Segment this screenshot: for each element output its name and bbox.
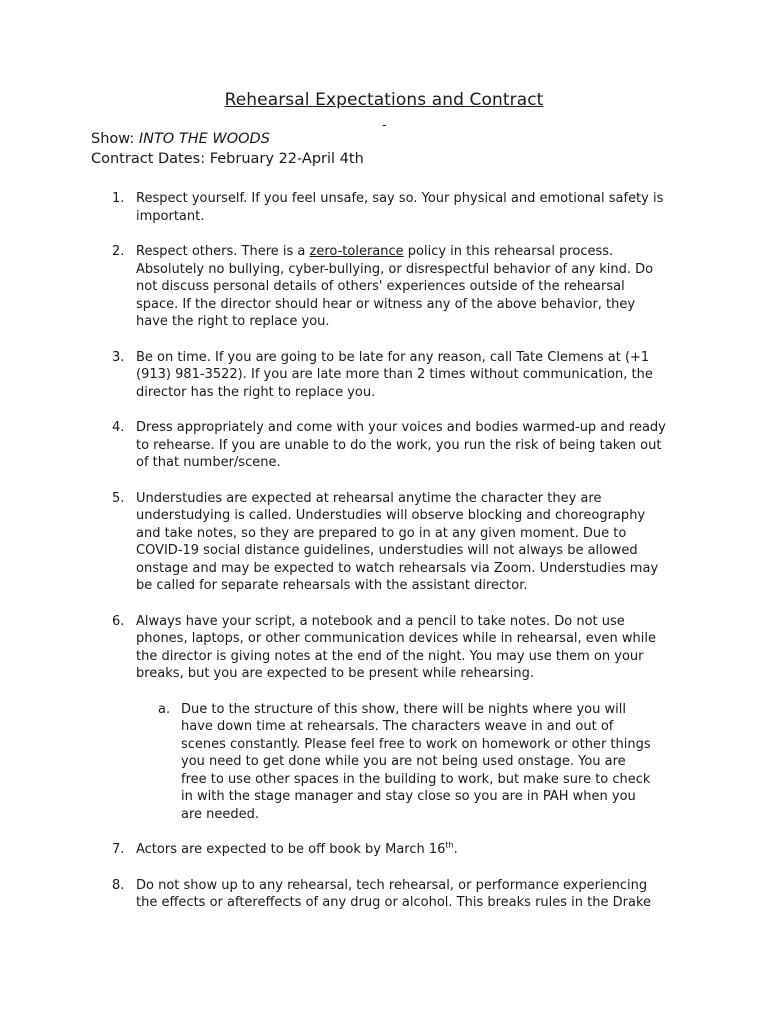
expectations-list	[0, 190, 768, 930]
item-text: Respect yourself. If you feel unsafe, say so. Your physical and emotional safety is important.	[136, 191, 664, 224]
zero-tolerance-emphasis: zero-tolerance	[309, 244, 404, 259]
item-number: 5.	[112, 490, 125, 506]
list-item	[0, 613, 670, 683]
list-item	[0, 841, 670, 859]
ordinal-suffix: th	[445, 840, 454, 850]
item-number: 8.	[112, 877, 125, 893]
stray-mark: -	[382, 118, 387, 133]
item-text-start: Respect others. There is a	[136, 244, 310, 259]
list-item	[0, 877, 670, 912]
item-text: Do not show up to any rehearsal, tech rehearsal, or performance experiencing the effects or aftereffects of any drug or alcohol. This breaks rules in the Drake	[136, 877, 652, 910]
sub-list-item	[0, 701, 651, 824]
contract-dates-label: Contract Dates:	[91, 151, 206, 167]
list-item	[0, 243, 670, 331]
item-text: Due to the structure of this show, there will be nights where you will have down time at rehearsals. The characters weave in and out of scenes constantly. Please feel free to work on homework or other things you need to get done while you are not being used onstage. You are free to use other spaces in the building to work, but make sure to check in with the stage manager and stay close so you are in PAH when you are needed.	[181, 701, 651, 822]
item-number: 6.	[112, 613, 125, 629]
item-text: Always have your script, a notebook and a pencil to take notes. Do not use phones, laptops, or other communication devices while in rehearsal, even while the director is giving notes at the end of the night. You may use them on your breaks, but you are expected to be present while rehearsing.	[136, 613, 656, 681]
item-text: Dress appropriately and come with your voices and bodies warmed-up and ready to rehearse. If you are unable to do the work, you run the risk of being taken out of that number/scene.	[136, 420, 666, 470]
show-title: INTO THE WOODS	[138, 131, 270, 147]
item-number: 1.	[112, 191, 125, 206]
item-text-end: .	[453, 842, 458, 857]
item-letter: a.	[158, 701, 171, 717]
show-line	[91, 131, 270, 147]
page-title: Rehearsal Expectations and Contract	[224, 90, 544, 110]
list-item	[0, 490, 670, 595]
item-number: 4.	[112, 420, 125, 435]
item-text: Be on time. If you are going to be late for any reason, call Tate Clemens at (+1 (913) 981-3522). If you are late more than 2 times without communication, the director has the right to replace you.	[136, 349, 653, 400]
item-text: Understudies are expected at rehearsal anytime the character they are understudying is called. Understudies will observe blocking and choreography and take notes, so they are prepared to go in at any given moment. Due to COVID-19 social distance guidelines, understudies will not always be allowed onstage and may be expected to watch rehearsals via Zoom. Understudies may be called for separate rehearsals with the assistant director.	[136, 490, 659, 593]
item-number: 3.	[112, 349, 125, 365]
item-text-start: Actors are expected to be off book by March 16	[136, 842, 446, 857]
item-number: 7.	[112, 842, 125, 857]
item-number: 2.	[112, 244, 125, 259]
contract-dates-line	[91, 151, 364, 167]
show-label: Show:	[91, 131, 135, 147]
list-item	[0, 349, 670, 402]
list-item	[0, 419, 670, 472]
list-item	[0, 190, 670, 225]
item-text-end: policy in this rehearsal process. Absolutely no bullying, cyber-bullying, or disrespectful behavior of any kind. Do not discuss personal details of others' experiences outside of the rehearsal space. If the director should hear or witness any of the above behavior, they have the right to replace you.	[136, 244, 654, 329]
contract-dates-value: February 22-April 4th	[209, 151, 364, 167]
